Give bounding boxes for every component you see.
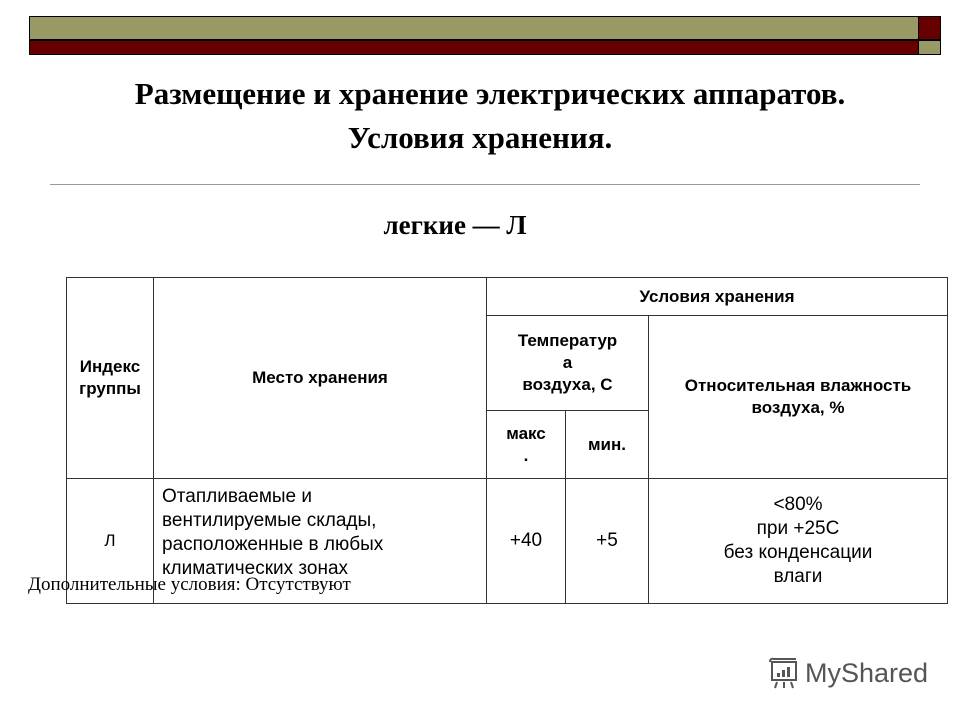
air-temp-line: воздуха, С [522, 375, 613, 394]
air-temp-line: а [562, 353, 573, 372]
slide-title-line2: Условия хранения. [347, 120, 613, 155]
max-label-dot: . [523, 445, 529, 465]
title-divider [50, 184, 920, 185]
watermark-text: MyShared [805, 657, 929, 688]
slide-subtitle: легкие — Л [383, 210, 527, 240]
header-square-olive [918, 40, 941, 55]
cell-min-temp: +5 [565, 478, 649, 604]
header-storage-place: Место хранения [153, 277, 487, 479]
header-air-temperature [486, 315, 649, 411]
header-humidity: Относительная влажность воздуха, % [648, 315, 948, 479]
header-storage-conditions: Условия хранения [486, 277, 948, 316]
max-label: макс [506, 423, 546, 443]
presentation-chart-icon [767, 656, 801, 690]
air-temp-line: Температур [517, 331, 618, 350]
humidity-line: при +25С [756, 518, 840, 539]
humidity-line: влаги [773, 566, 823, 587]
cell-max-temp: +40 [486, 478, 566, 604]
header-max [486, 410, 566, 479]
header-group-index: Индекс группы [66, 277, 154, 479]
additional-conditions-text: Дополнительные условия: Отсутствуют [28, 574, 351, 595]
humidity-line: <80% [773, 494, 823, 515]
header-bar-olive [29, 16, 919, 40]
place-line: вентилируемые склады, [162, 510, 377, 531]
cell-group-index: Л [66, 478, 154, 604]
place-line: расположенные в любых [162, 534, 384, 555]
cell-humidity [648, 478, 948, 604]
place-line: Отапливаемые и [162, 486, 313, 507]
slide-title-line1: Размещение и хранение электрических аппаратов. [134, 76, 846, 111]
humidity-line: без конденсации [723, 542, 873, 563]
header-min: мин. [565, 410, 649, 479]
header-square-red [918, 16, 941, 40]
watermark-logo [767, 656, 928, 690]
header-bar-red [29, 40, 919, 55]
place-line: климатических зонах [162, 558, 349, 579]
